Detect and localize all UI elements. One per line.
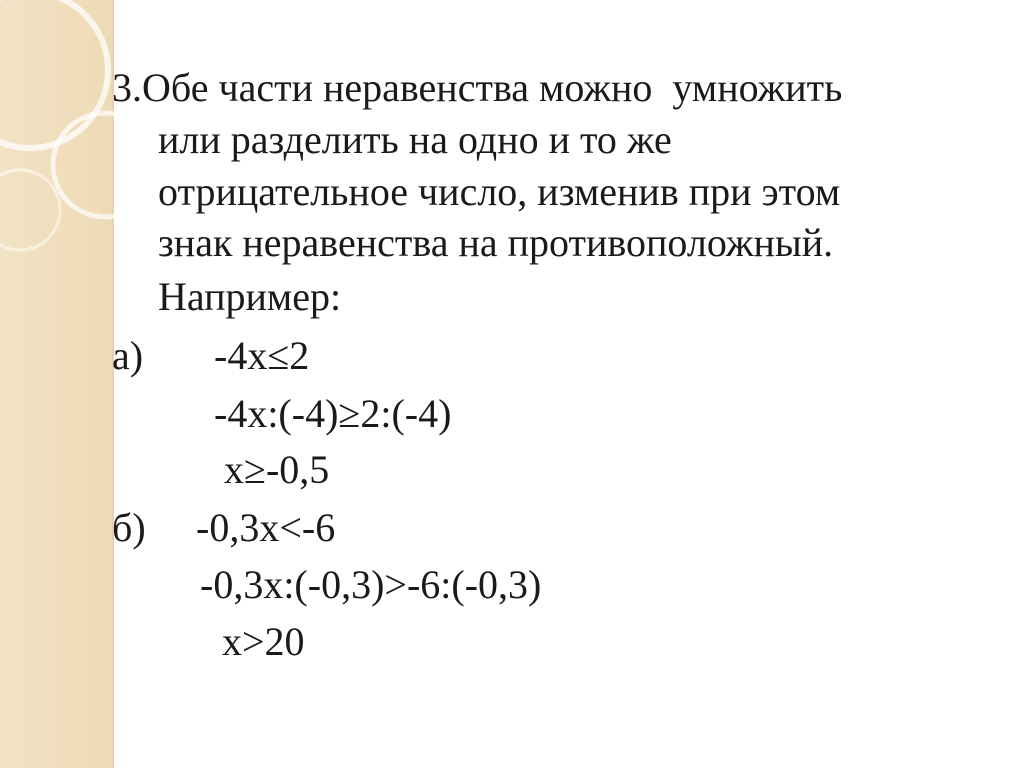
example-b-step-3: х>20: [222, 619, 305, 664]
example-b-step-2: -0,3х:(-0,3)>-6:(-0,3): [200, 562, 542, 607]
example-a-marker: а): [112, 333, 144, 378]
example-label: Например:: [158, 274, 342, 319]
rule-line-4: знак неравенства на противоположный.: [158, 220, 834, 265]
decorative-rings-icon: [0, 0, 160, 300]
rule-line-2: или разделить на одно и то же: [158, 117, 672, 162]
example-b-marker: б): [112, 505, 146, 550]
example-a-step-2: -4х:(-4)≥2:(-4): [214, 391, 452, 436]
rule-line-3: отрицательное число, изменив при этом: [158, 169, 841, 214]
rule-line-1: 3.Обе части неравенства можно умножить: [112, 65, 843, 110]
example-a-step-1: -4х≤2: [214, 333, 310, 378]
example-a-step-3: х≥-0,5: [224, 447, 330, 492]
example-b-step-1: -0,3х<-6: [196, 505, 336, 550]
